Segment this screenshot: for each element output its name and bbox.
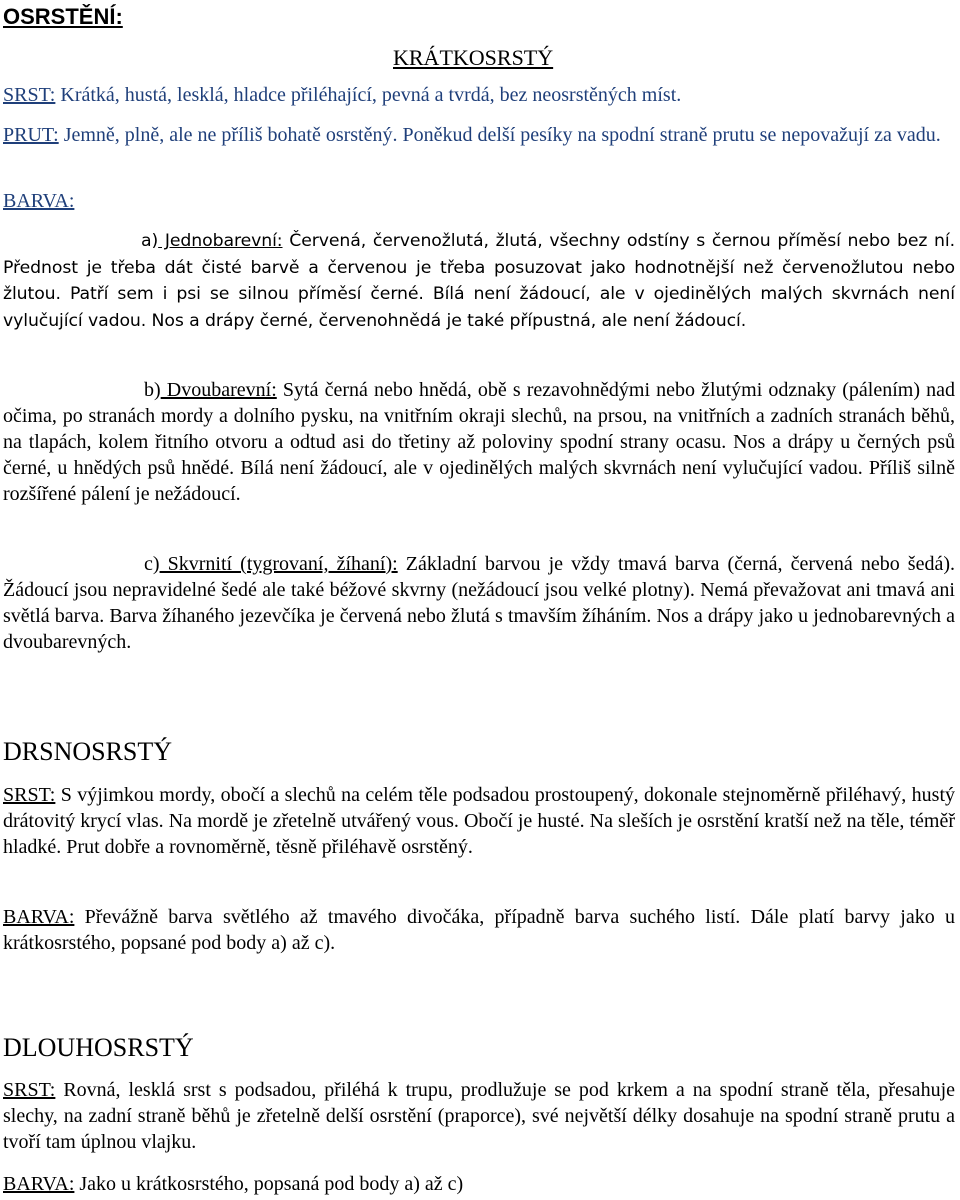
krat-barva-b-paragraph <box>3 377 955 507</box>
krat-c-text: Základní barvou je vždy tmavá barva (černá, červená nebo šedá). Žádoucí jsou nepravidelné šedé ale také béžové skvrny (nežádoucí jsou velké plotny). Nemá převažovat ani tmavá ani světlá barva. Barva žíhaného jezevčíka je červená nebo žlutá s tmavším žíháním. Nos a drápy jako u jednobarevných a dvoubarevných. <box>3 553 955 653</box>
document-title: OSRSTĚNÍ: <box>3 4 123 29</box>
krat-a-text: Červená, červenožlutá, žlutá, všechny odstíny s černou příměsí nebo bez ní. Přednost je třeba dát čisté barvě a červenou je třeba posuzovat jako hodnotnější než červenožlutou nebo žlutou. <box>3 231 955 304</box>
dlouho-barva-text: Jako u krátkosrstého, popsaná pod body a) až c) <box>74 1173 464 1195</box>
krat-srst-paragraph <box>3 82 955 108</box>
krat-a-label: Jednobarevní: <box>158 231 283 251</box>
krat-barva-c-paragraph <box>3 551 955 655</box>
drsno-srst-paragraph <box>3 782 955 860</box>
krat-barva-paragraph <box>3 188 955 214</box>
krat-prut-label: PRUT: <box>3 124 59 146</box>
krat-prut-text: Jemně, plně, ale ne příliš bohatě osrstěný. Poněkud delší pesíky na spodní straně prutu se nepovažují za vadu. <box>58 124 941 146</box>
krat-barva-label: BARVA: <box>3 190 75 212</box>
krat-srst-label: SRST: <box>3 84 56 106</box>
krat-c-label: Skvrnití (tygrovaní, žíhaní): <box>159 553 398 575</box>
dlouho-srst-label: SRST: <box>3 1079 56 1101</box>
krat-b-prefix: b) <box>144 379 161 401</box>
dlouho-barva-paragraph <box>3 1171 955 1197</box>
krat-a-text-2: Patří sem i psi se silnou příměsí černé. Bílá není žádoucí, ale v ojedinělých malých skvrnách není vylučující vadou. Nos a drápy černé, červenohnědá je také přípustná, ale není žádoucí. <box>3 284 955 331</box>
drsno-barva-label: BARVA: <box>3 906 75 928</box>
drsno-srst-text: S výjimkou mordy, obočí a slechů na celém těle podsadou prostoupený, dokonale stejnoměrně přiléhavý, hustý drátovitý krycí vlas. Na mordě je zřetelně utvářený vous. Obočí je husté. Na sleších je osrstění kratší než na těle, téměř hladké. Prut dobře a rovnoměrně, těsně přiléhavě osrstěný. <box>3 784 955 858</box>
section-heading-drsnosrsty: DRSNOSRSTÝ <box>3 737 173 766</box>
drsno-barva-text: Převážně barva světlého až tmavého divočáka, případně barva suchého listí. Dále platí barvy jako u krátkosrstého, popsané pod body a) až c). <box>3 906 955 954</box>
krat-c-prefix: c) <box>144 553 160 575</box>
drsno-srst-label: SRST: <box>3 784 56 806</box>
krat-a-prefix: a) <box>141 231 159 251</box>
section-heading-kratkosrsty: KRÁTKOSRSTÝ <box>393 45 554 70</box>
krat-barva-a-paragraph <box>3 228 955 334</box>
section-heading-dlouhosrsty: DLOUHOSRSTÝ <box>3 1033 194 1062</box>
krat-b-label: Dvoubarevní: <box>160 379 277 401</box>
krat-prut-paragraph <box>3 122 955 148</box>
dlouho-srst-paragraph <box>3 1077 955 1155</box>
krat-srst-text: Krátká, hustá, lesklá, hladce přiléhající, pevná a tvrdá, bez neosrstěných míst. <box>55 84 682 106</box>
krat-b-text: Sytá černá nebo hnědá, obě s rezavohnědými nebo žlutými odznaky (pálením) nad očima, po stranách mordy a dolního pysku, na vnitřním okraji slechů, na prsou, na vnitřních a zadních stranách běhů, na tlapách, kolem řitního otvoru a odtud asi do třetiny až poloviny spodní strany ocasu. Nos a drápy u černých psů černé, u hnědých psů hnědé. Bílá není žádoucí, ale v ojedinělých malých skvrnách není vylučující vadou. Příliš silně rozšířené pálení je nežádoucí. <box>3 379 955 505</box>
drsno-barva-paragraph <box>3 904 955 956</box>
dlouho-barva-label: BARVA: <box>3 1173 75 1195</box>
dlouho-srst-text: Rovná, lesklá srst s podsadou, přiléhá k trupu, prodlužuje se pod krkem a na spodní straně těla, přesahuje slechy, na zadní straně běhů je zřetelně delší osrstění (praporce), své největší délky dosahuje na spodní straně prutu a tvoří tam úplnou vlajku. <box>3 1079 955 1153</box>
